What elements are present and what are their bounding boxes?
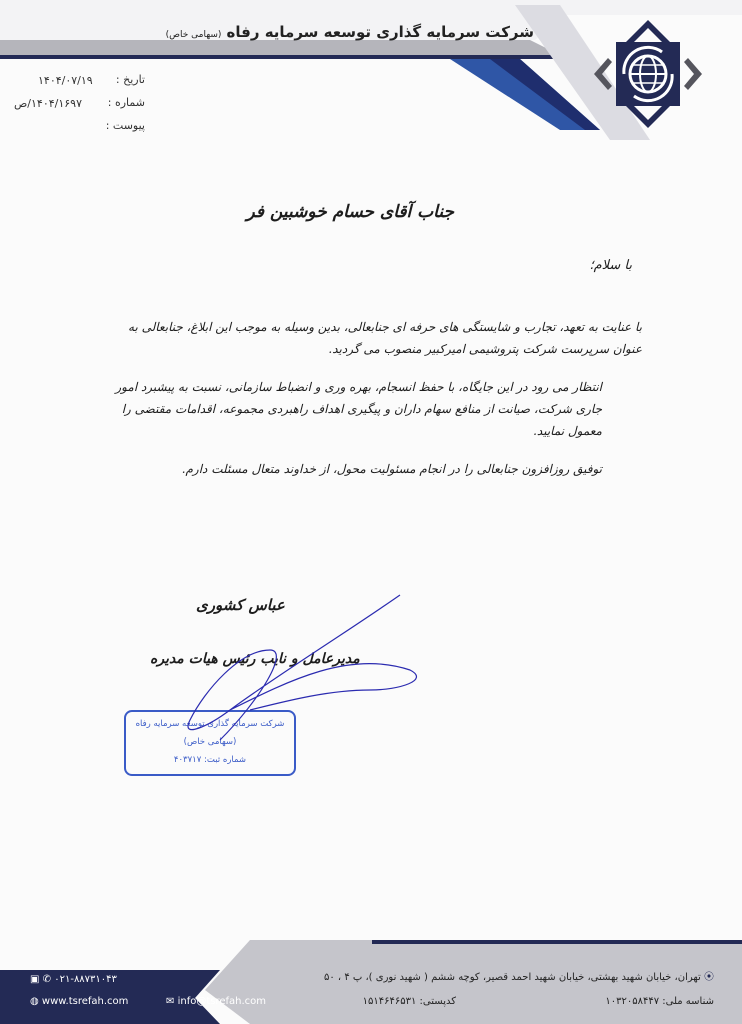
signatory-name: عباس کشوری (196, 596, 285, 614)
postal-code: کدپستی: ۱۵۱۴۶۴۶۵۳۱ (362, 996, 456, 1007)
stamp-line: (سهامی خاص) (183, 737, 237, 747)
stamp-line: شماره ثبت: ۴۰۳۷۱۷ (173, 755, 247, 765)
number-label: شماره : (107, 96, 145, 109)
location-pin-icon: ⦿ (704, 972, 714, 983)
footer-address (324, 968, 714, 983)
website-text[interactable]: www.tsrefah.com (41, 996, 129, 1007)
body-paragraph (96, 316, 642, 360)
body-paragraph (96, 376, 642, 442)
footer-website[interactable] (30, 996, 128, 1007)
greeting: با سلام؛ (589, 258, 632, 273)
recipient: جناب آقای حسام خوشبین فر (246, 202, 454, 222)
email-icon: ✉ (166, 996, 175, 1007)
footer-email[interactable] (166, 996, 266, 1007)
national-id: شناسه ملی: ۱۰۳۲۰۵۸۴۴۷ (605, 996, 714, 1007)
company-logo-icon (592, 18, 704, 130)
email-text[interactable]: info@tsrefah.com (177, 996, 267, 1007)
number-value: ۱۴۰۴/۱۶۹۷/ص (14, 97, 82, 110)
company-name (166, 22, 534, 41)
body-paragraph (96, 458, 642, 480)
phone-icon: ✆ (42, 974, 52, 985)
fax-icon: ▣ (30, 974, 40, 985)
signatory-title: مدیرعامل و نایب رئیس هیات مدیره (150, 651, 360, 667)
company-type: (سهامی خاص) (165, 30, 222, 40)
body-line: انتظار می رود در این جایگاه، با حفظ انسجام، بهره وری و انضباط سازمانی، نسبت به پیشبرد امور جاری شرکت، صیانت از منافع (115, 380, 602, 416)
body-line: پتروشیمی امیرکبیر منصوب می گردید. (328, 342, 519, 356)
date-label: تاریخ : (115, 73, 145, 86)
stamp-line: شرکت سرمایه گذاری توسعه سرمایه رفاه (135, 719, 285, 729)
address-text: تهران، خیابان شهید بهشتی، خیابان شهید احمد قصیر، کوچه ششم ( شهید نوری )، پ ۴ ، ۵۰ (323, 972, 701, 983)
signature-scribble (150, 590, 430, 750)
body-line: توفیق روزافزون جنابعالی را در انجام مسئولیت محول، از خداوند متعال مسئلت دارم. (181, 462, 602, 476)
company-name-text: شرکت سرمایه گذاری توسعه سرمایه رفاه (226, 23, 534, 41)
phone-text: ۰۲۱-۸۸۷۳۱۰۴۳ (54, 974, 117, 985)
body-line: با عنایت به تعهد، تجارب و شایستگی های حرفه ای جنابعالی، بدین وسیله به موجب این ابلاغ، جنابعالی به عنوان سرپرست شرکت (128, 320, 642, 356)
letter-body (96, 316, 642, 496)
date-value: ۱۴۰۴/۰۷/۱۹ (38, 74, 93, 87)
attachment-label: پیوست : (105, 119, 145, 132)
globe-icon: ◍ (30, 996, 39, 1007)
body-line: سهام داران و پیگیری اهداف راهبردی مجموعه، اقدامات مقتضی را معمول نمایید. (121, 402, 602, 438)
footer-phone (30, 974, 117, 985)
